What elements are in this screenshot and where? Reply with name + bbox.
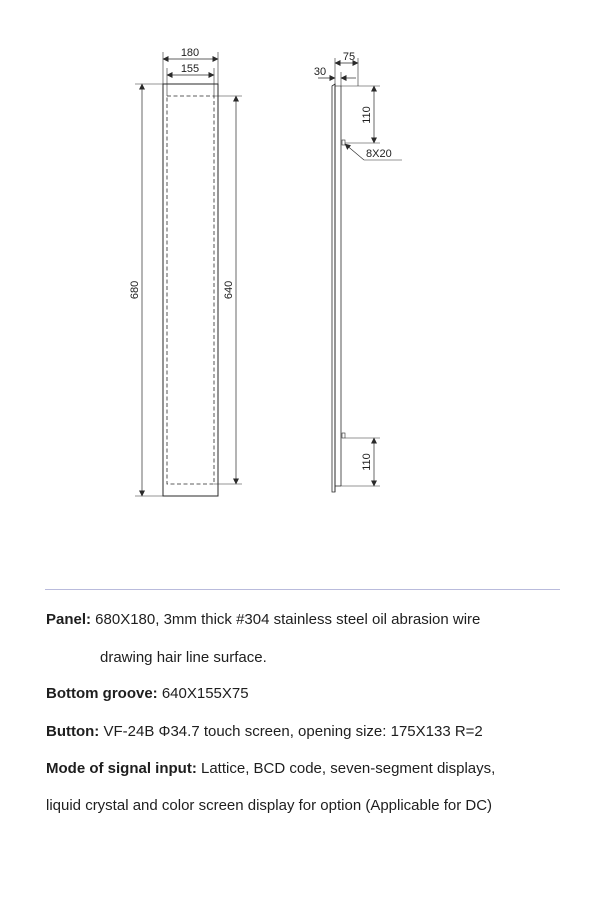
spec-signal-cont: liquid crystal and color screen display for option (Applicable for DC) [46, 797, 493, 814]
spec-button-label: Button: [46, 723, 100, 740]
dim-680-label: 680 [129, 280, 141, 300]
dim-110-bottom-label: 110 [361, 453, 373, 471]
dim-155-label: 155 [180, 63, 200, 75]
spec-signal [46, 760, 495, 778]
dim-640-label: 640 [223, 280, 235, 300]
spec-panel [46, 611, 480, 629]
spec-signal-label: Mode of signal input: [46, 760, 197, 777]
section-divider [45, 589, 560, 590]
spec-button-text: VF-24B Φ34.7 touch screen, opening size: 175X133 R=2 [99, 723, 483, 740]
spec-panel-cont: drawing hair line surface. [100, 649, 267, 666]
spec-panel-text: 680X180, 3mm thick #304 stainless steel oil abrasion wire [91, 611, 481, 628]
spec-groove-label: Bottom groove: [46, 685, 158, 702]
slot-size-label: 8X20 [366, 148, 392, 160]
dim-75-label: 75 [342, 51, 356, 63]
spec-groove-text: 640X155X75 [157, 685, 249, 702]
spec-panel-label: Panel: [46, 611, 92, 628]
dim-110-top-label: 110 [361, 106, 373, 124]
spec-button [46, 723, 483, 741]
dim-30-label: 30 [313, 66, 327, 78]
dim-180-label: 180 [180, 47, 200, 59]
spec-signal-text: Lattice, BCD code, seven-segment displays, [196, 760, 496, 777]
spec-groove [46, 685, 249, 703]
